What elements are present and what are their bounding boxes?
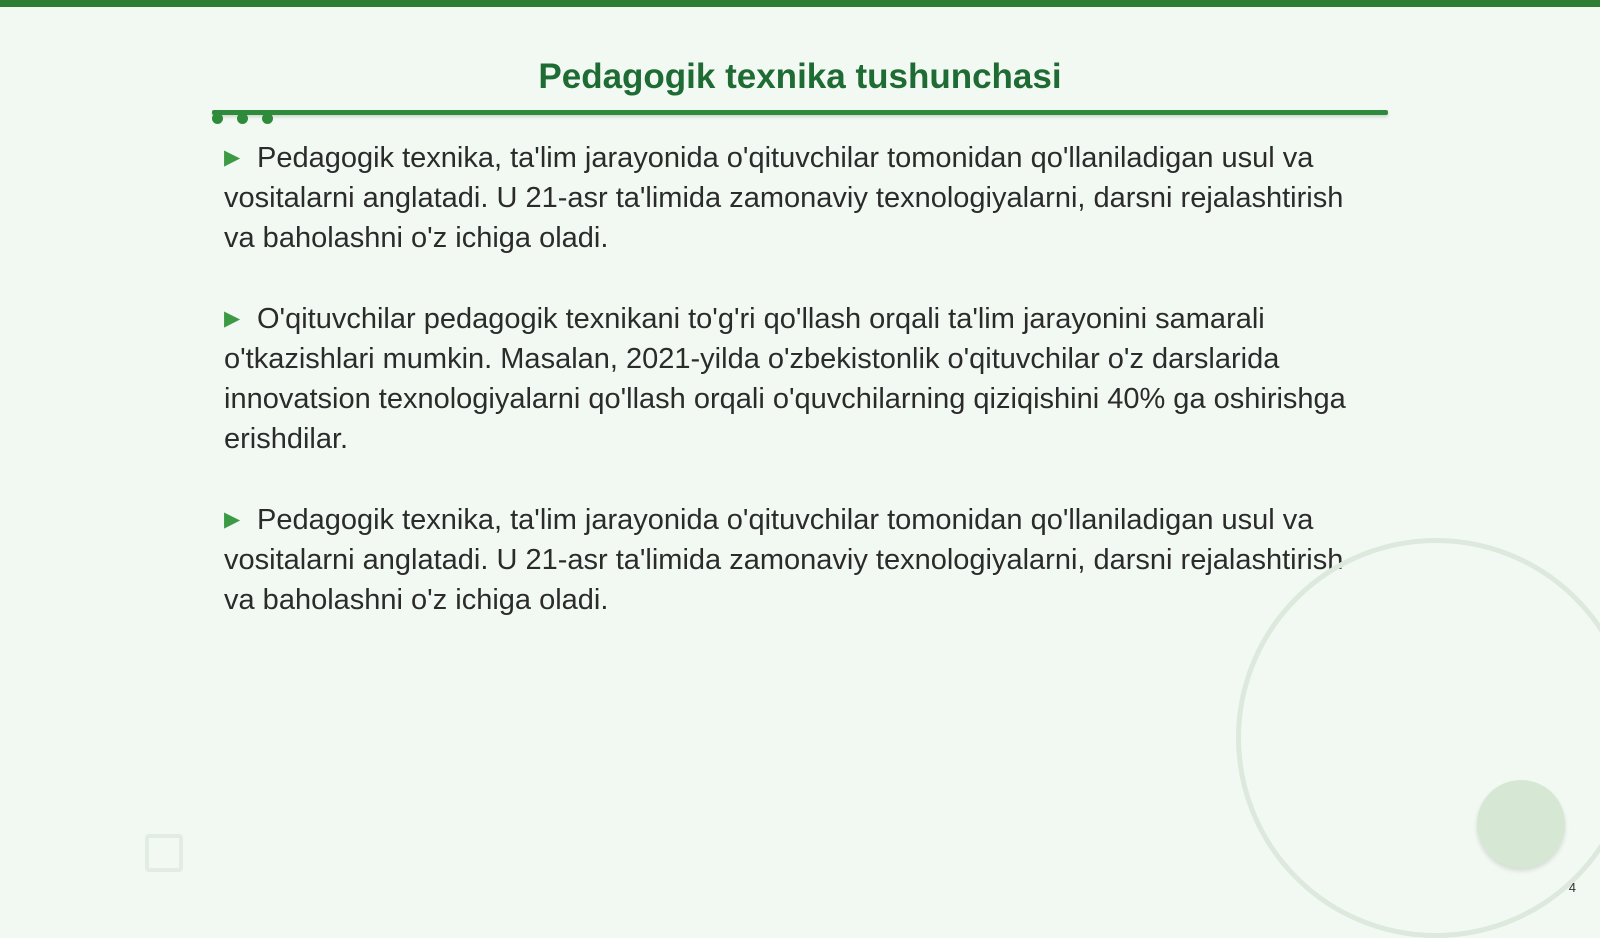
bullet-item	[224, 299, 1354, 459]
decorative-square	[145, 834, 183, 872]
bullet-text: O'qituvchilar pedagogik texnikani to'g'ri qo'llash orqali ta'lim jarayonini samarali o'tkazishlari mumkin. Masalan, 2021-yilda o'zbekistonlik o'qituvchilar o'z darslarida innovatsion texnologiyalarni qo'llash orqali o'quvchilarning qiziqishini 40% ga oshirishga erishdilar.	[224, 303, 1346, 455]
title-underline	[212, 110, 1388, 115]
triangle-right-icon: ▶	[224, 508, 241, 531]
slide-title: Pedagogik texnika tushunchasi	[538, 57, 1062, 96]
decorative-circle	[1477, 780, 1565, 868]
top-accent-bar	[0, 0, 1600, 7]
decorative-dots	[212, 113, 282, 127]
bullet-list	[224, 138, 1354, 661]
triangle-right-icon: ▶	[224, 146, 241, 169]
bullet-item	[224, 138, 1354, 258]
dot-icon	[262, 113, 273, 124]
bullet-text: Pedagogik texnika, ta'lim jarayonida o'qituvchilar tomonidan qo'llaniladigan usul va vositalarni anglatadi. U 21-asr ta'limida zamonaviy texnologiyalarni, darsni rejalashtirish va baholashni o'z ichiga oladi.	[224, 504, 1344, 616]
triangle-right-icon: ▶	[224, 307, 241, 330]
page-number: 4	[1568, 880, 1576, 895]
dot-icon	[212, 113, 223, 124]
bullet-item	[224, 500, 1354, 620]
dot-icon	[237, 113, 248, 124]
bullet-text: Pedagogik texnika, ta'lim jarayonida o'qituvchilar tomonidan qo'llaniladigan usul va vositalarni anglatadi. U 21-asr ta'limida zamonaviy texnologiyalarni, darsni rejalashtirish va baholashni o'z ichiga oladi.	[224, 142, 1344, 254]
